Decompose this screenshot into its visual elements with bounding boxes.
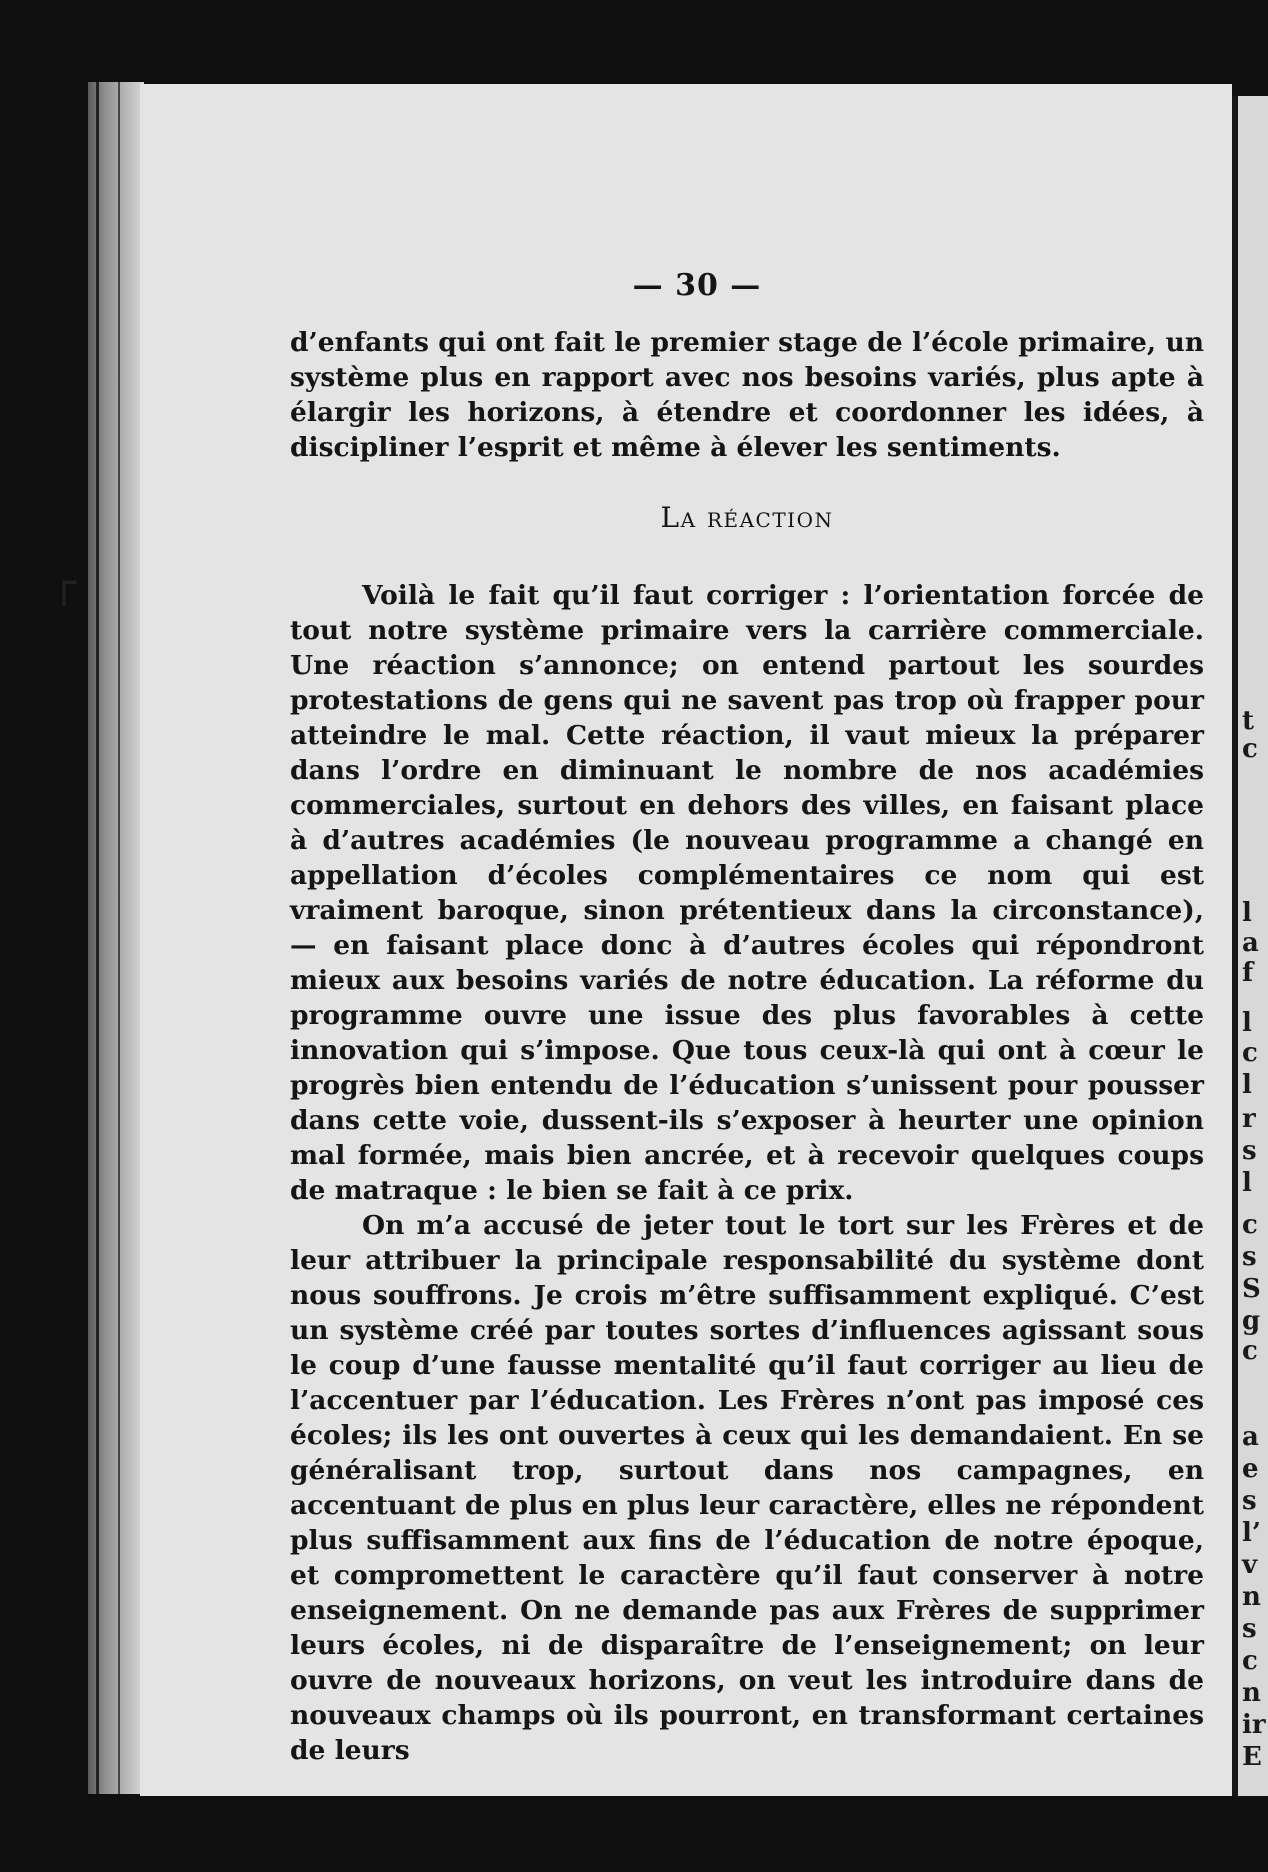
paragraph: On m’a accusé de jeter tout le tort sur les Frères et de leur attribuer la principale responsabilité du système dont nous souffrons. Je crois m’être suffisamment expliqué. C’est un système créé par toutes sortes d’influences agissant sous le coup d’une fausse mentalité qu’il faut corriger au lieu de l’accentuer par l’éducation. Les Frères n’ont pas imposé ces écoles; ils les ont ouvertes à ceux qui les demandaient. En se généralisant trop, surtout dans nos campagnes, en accentuant de plus en plus leur caractère, elles ne répondent plus suffisamment aux fins de l’éducation de notre époque, et compromettent le caractère qu’il faut conserver à notre enseignement. On ne demande pas aux Frères de supprimer leurs écoles, ni de disparaître de l’enseignement; on leur ouvre de nouveaux horizons, on veut les introduire dans de nouveaux champs où ils pourront, en transformant certaines de leurs (290, 1210, 1204, 1766)
facing-page-fragment: c (1242, 734, 1258, 764)
facing-page-fragment: r (1242, 1104, 1256, 1134)
facing-page-fragment: c (1242, 1336, 1258, 1366)
facing-page-fragment: f (1242, 958, 1254, 988)
facing-page-fragment: a (1242, 928, 1259, 958)
facing-page-fragment: t (1242, 706, 1255, 736)
facing-page-fragment: c (1242, 1210, 1258, 1240)
facing-page-fragment: v (1242, 1550, 1258, 1580)
paragraph: Voilà le fait qu’il faut corriger : l’orientation forcée de tout notre système primaire vers la carrière commerciale. Une réaction s’annonce; on entend partout les sourdes protestations de gens qui ne savent pas trop où frapper pour atteindre le mal. Cette réaction, il vaut mieux la préparer dans l’ordre en diminuant le nombre de nos académies commerciales, surtout en dehors des villes, en faisant place à d’autres académies (le nouveau programme a changé en appellation d’écoles complémentaires ce nom qui est vraiment baroque, sinon prétentieux dans la circonstance), — en faisant place donc à d’autres écoles qui répondront mieux aux besoins variés de notre éducation. La réforme du programme ouvre une issue des plus favorables à cette innovation qui s’impose. Que tous ceux-là qui ont à cœur le progrès bien entendu de l’éducation s’unissent pour pousser dans cette voie, dussent-ils s’exposer à heurter une opinion mal formée, mais bien ancrée, et à recevoir quelques coups de matraque : le bien se fait à ce prix. (290, 580, 1204, 1206)
page-text (290, 268, 1204, 1768)
page-number: — 30 — (632, 268, 762, 303)
facing-page-fragment: s (1242, 1242, 1257, 1272)
facing-page-fragment: s (1242, 1614, 1257, 1644)
paragraph: d’enfants qui ont fait le premier stage de l’école primaire, un système plus en rapport avec nos besoins variés, plus apte à élargir les horizons, à étendre et coordonner les idées, à discipliner l’esprit et même à élever les sentiments. (290, 327, 1204, 463)
section-heading: La réaction (660, 501, 834, 534)
facing-page-fragment: l (1242, 1008, 1252, 1038)
facing-page-fragment: c (1242, 1038, 1258, 1068)
facing-page-fragment: e (1242, 1454, 1259, 1484)
facing-page-fragment: n (1242, 1582, 1261, 1612)
facing-page-fragment: s (1242, 1486, 1257, 1516)
spine-edge-line (118, 82, 120, 1794)
facing-page-fragment: a (1242, 1422, 1259, 1452)
facing-page-fragment: n (1242, 1678, 1261, 1708)
facing-page-fragment: c (1242, 1646, 1258, 1676)
facing-page-fragment: g (1242, 1306, 1261, 1336)
facing-page-fragment: S (1242, 1274, 1261, 1304)
facing-page-fragment: l (1242, 1070, 1252, 1100)
facing-page-edge (1232, 96, 1268, 1796)
facing-page-fragment: s (1242, 1136, 1257, 1166)
facing-page-fragment: ir (1242, 1710, 1266, 1740)
facing-page-fragment: l (1242, 1168, 1252, 1198)
facing-page-fragment: l’ (1242, 1518, 1261, 1548)
facing-page-fragment: l (1242, 898, 1252, 928)
facing-page-gutter (1232, 96, 1238, 1796)
margin-bracket-mark: ┌ (52, 560, 77, 606)
spine-edge-line (96, 82, 99, 1794)
facing-page-fragment: E (1242, 1742, 1262, 1772)
